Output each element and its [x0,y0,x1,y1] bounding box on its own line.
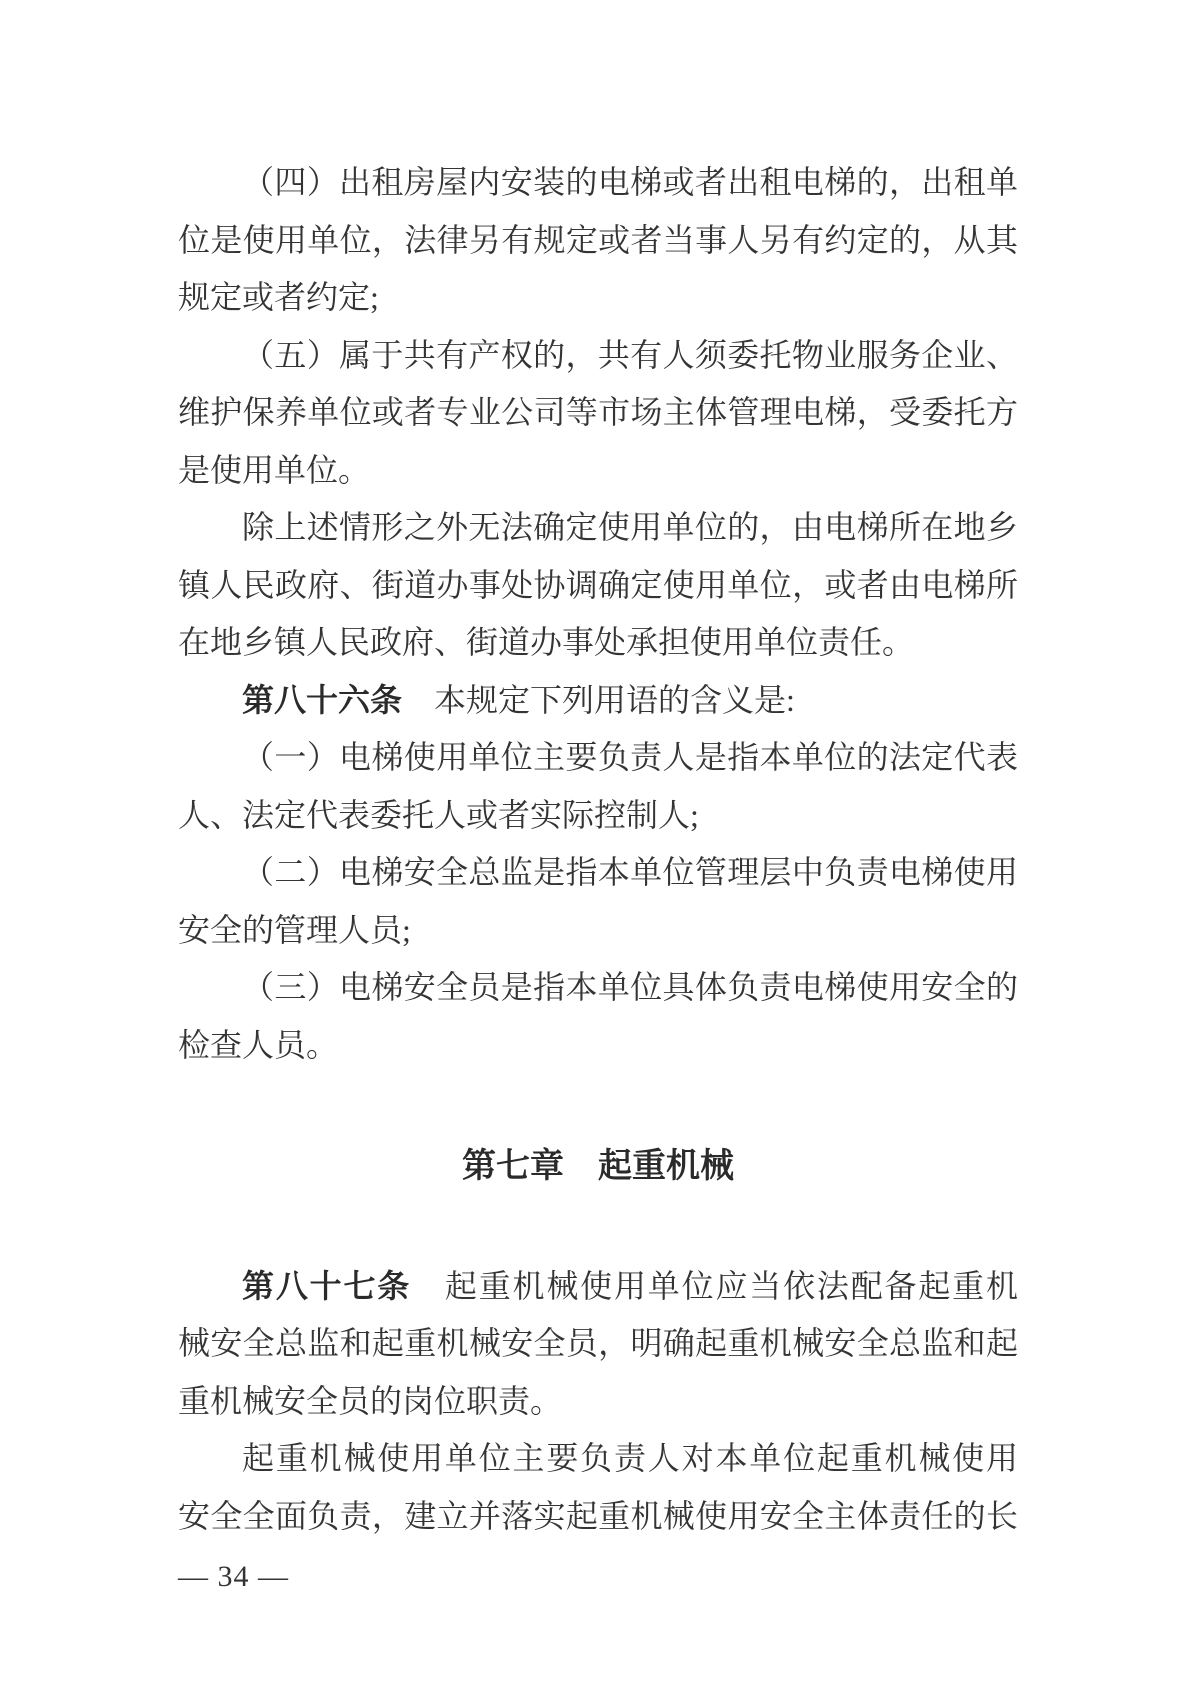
text-run: （二）电梯安全总监是指本单位管理层中负责电梯使用 [242,854,1018,890]
article-number: 第八十七条 [242,1267,412,1304]
text-line [178,614,1018,672]
text-run: 除上述情形之外无法确定使用单位的，由电梯所在地乡 [242,509,1018,545]
article-number: 第八十六条 [242,681,403,718]
text-line [178,499,1018,557]
text-run: 安全全面负责，建立并落实起重机械使用安全主体责任的长 [178,1497,1018,1534]
text-line [178,1373,1018,1431]
text-line [178,844,1018,902]
text-line [178,269,1018,327]
text-run: 安全的管理人员; [178,911,411,948]
page-number: — 34 — [178,1560,289,1593]
text-run: 械安全总监和起重机械安全员，明确起重机械安全总监和起 [178,1325,1018,1361]
text-run: （四）出租房屋内安装的电梯或者出租电梯的，出租单 [242,164,1018,200]
text-line [178,1315,1018,1373]
text-line [178,787,1018,845]
text-run: 人、法定代表委托人或者实际控制人; [178,796,699,833]
text-line [178,672,1018,730]
text-run: 起重机械使用单位主要负责人对本单位起重机械使用 [242,1440,1018,1476]
chapter-heading: 第七章 起重机械 [462,1147,734,1185]
text-run: 在地乡镇人民政府、街道办事处承担使用单位责任。 [178,624,915,660]
text-run: 镇人民政府、街道办事处协调确定使用单位，或者由电梯所 [178,566,1018,603]
page-footer [178,1558,289,1596]
text-line [178,902,1018,960]
text-run: （三）电梯安全员是指本单位具体负责电梯使用安全的 [242,969,1018,1005]
text-line [178,1258,1018,1316]
text-run: （一）电梯使用单位主要负责人是指本单位的法定代表 [242,739,1018,775]
text-line [178,959,1018,1017]
text-run: 重机械安全员的岗位职责。 [178,1382,563,1419]
text-line [178,1430,1018,1488]
text-line [178,327,1018,385]
page-content [178,154,1018,1545]
text-run: 本规定下列用语的含义是: [402,681,795,718]
text-line [178,1017,1018,1075]
text-line [178,557,1018,615]
text-line [178,1488,1018,1546]
text-line [178,212,1018,270]
text-line [178,442,1018,500]
text-run: 是使用单位。 [178,451,371,488]
text-line [178,154,1018,212]
text-line [178,729,1018,787]
text-run: 规定或者约定; [178,279,379,315]
text-run: 位是使用单位，法律另有规定或者当事人另有约定的，从其 [178,221,1018,258]
text-run: 维护保养单位或者专业公司等市场主体管理电梯，受委托方 [178,394,1018,430]
text-run: 起重机械使用单位应当依法配备起重机 [411,1267,1018,1304]
text-run: （五）属于共有产权的，共有人须委托物业服务企业、 [242,336,1018,373]
text-line [178,384,1018,442]
text-run: 检查人员。 [178,1026,339,1063]
